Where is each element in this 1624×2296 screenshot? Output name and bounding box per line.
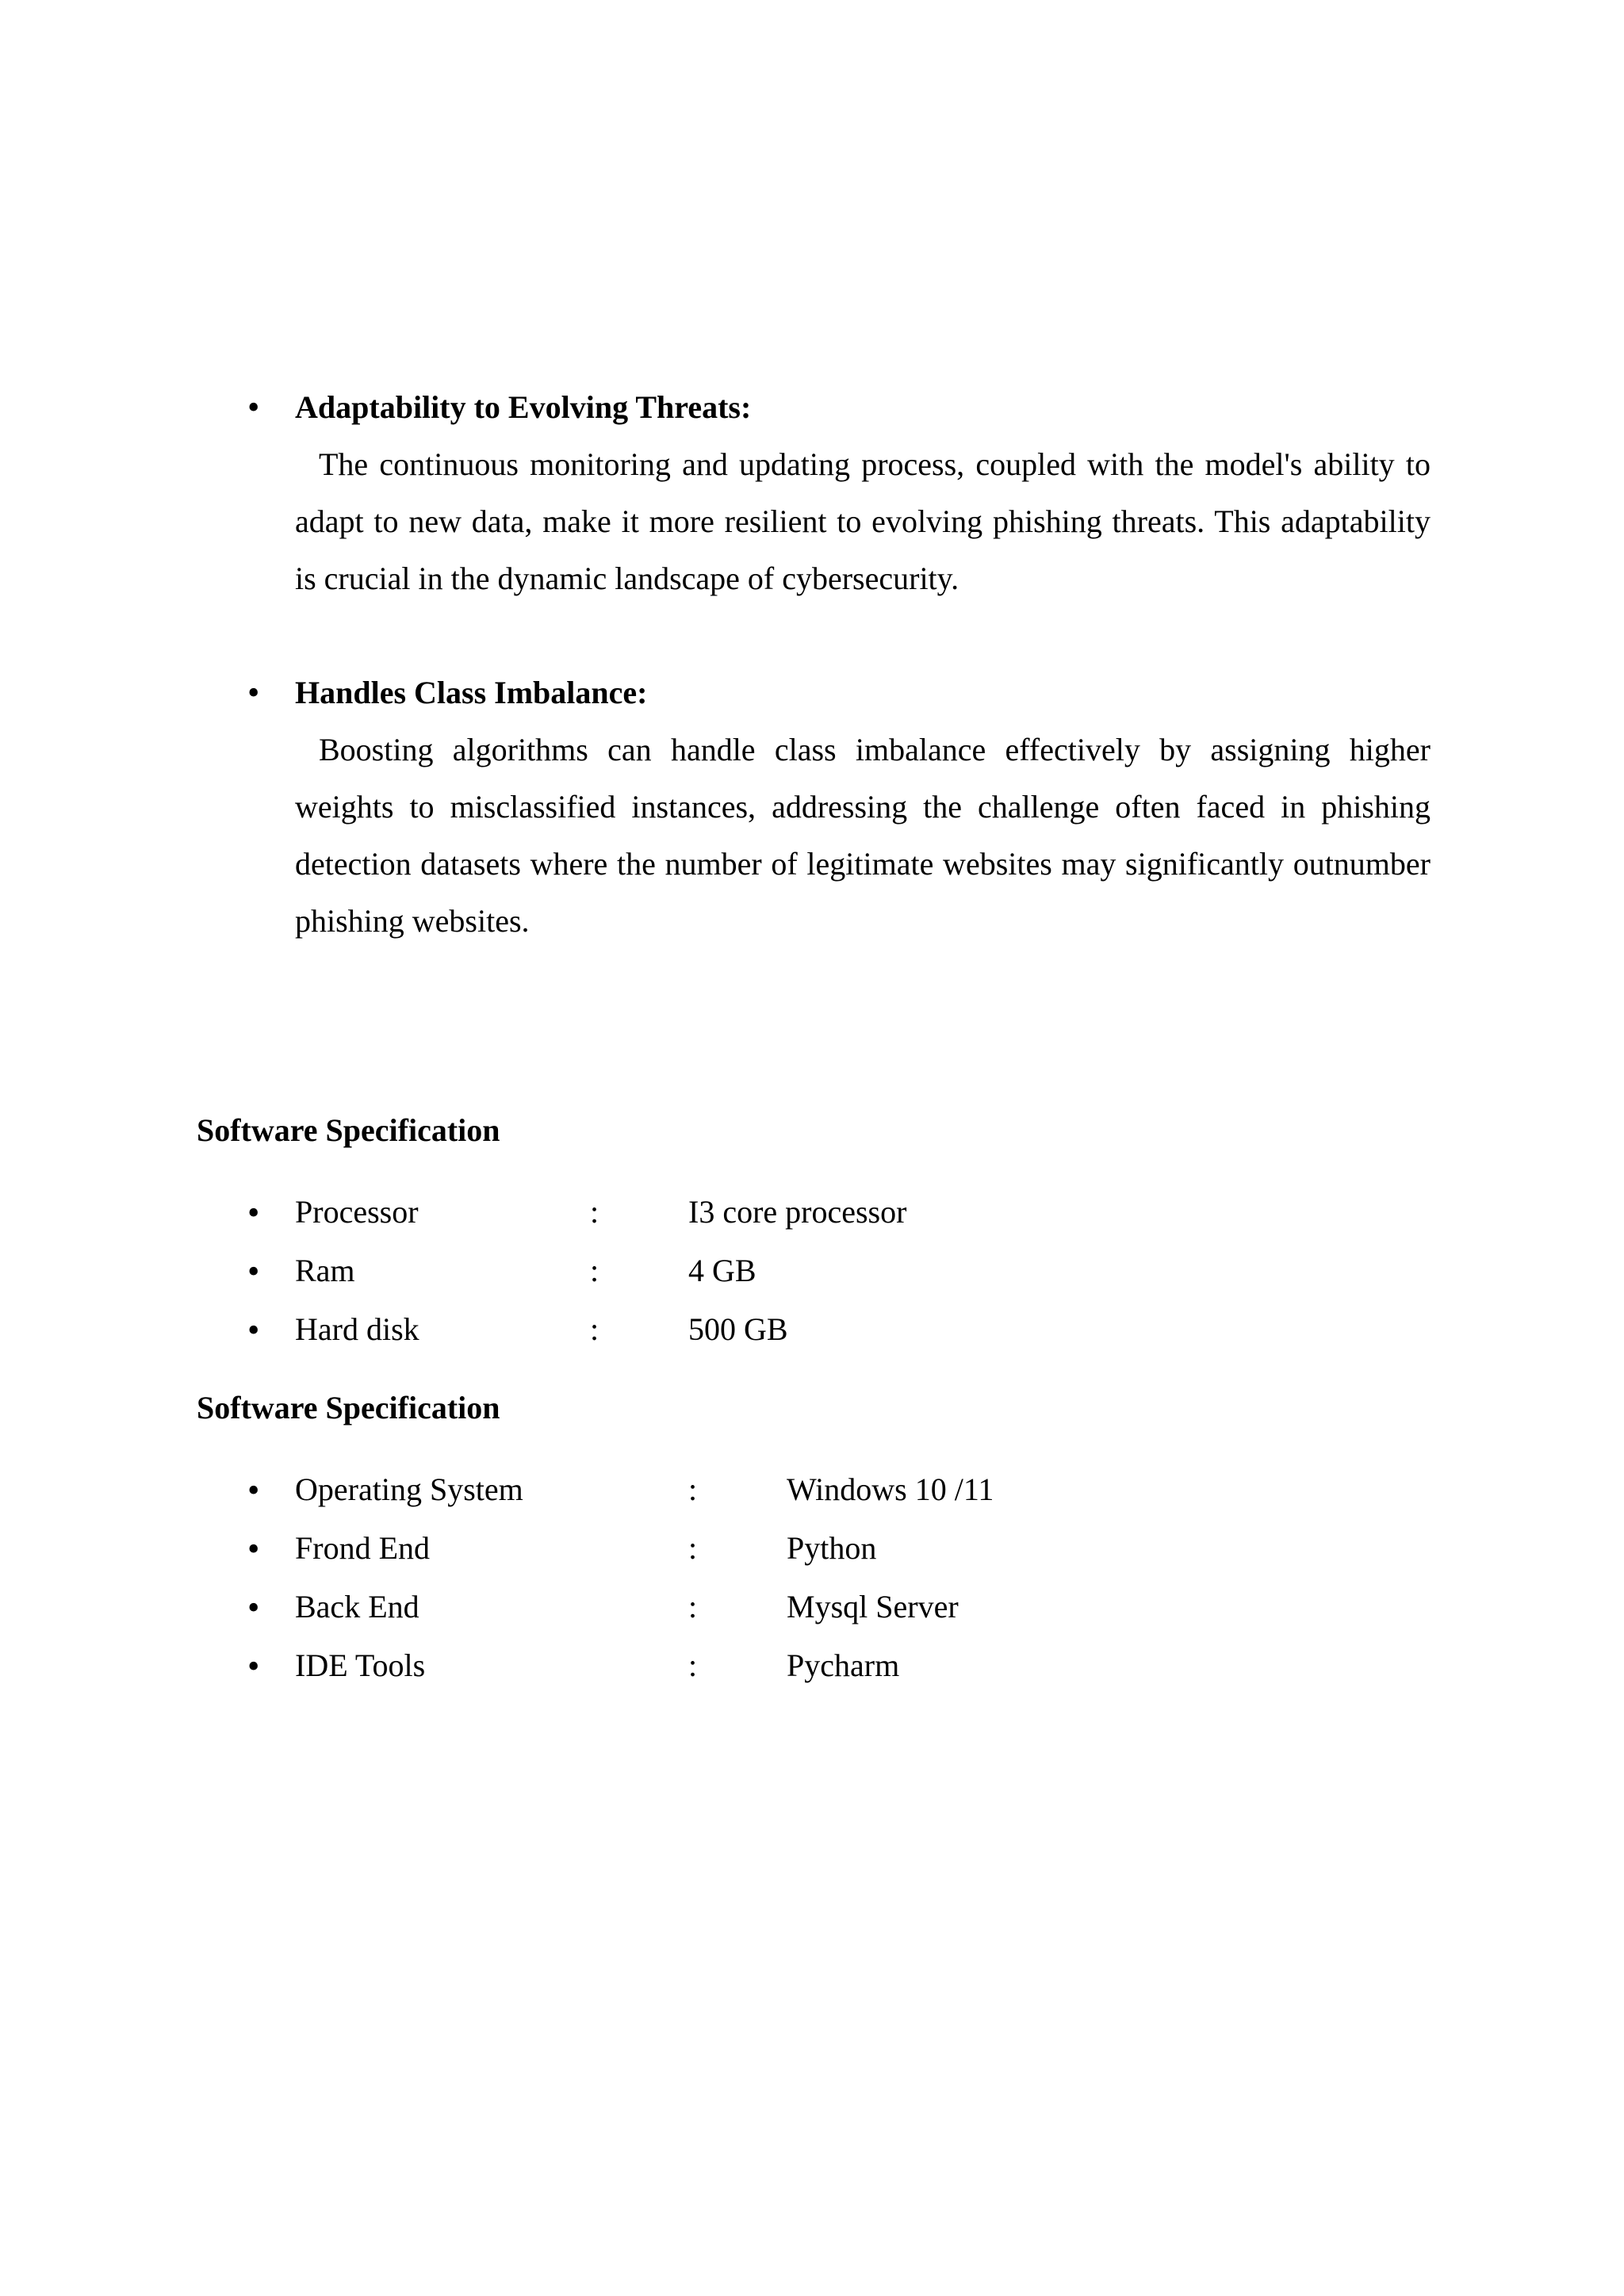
spec-label: Processor (295, 1194, 419, 1230)
spec-label: Hard disk (295, 1311, 419, 1347)
spec-value: 4 GB (688, 1253, 756, 1288)
bullet-icon: • (247, 1252, 260, 1291)
bullet-icon: • (247, 388, 260, 427)
spec-row-ram (0, 1251, 1624, 1299)
spec-value: Mysql Server (787, 1589, 959, 1624)
bullet-icon: • (247, 1529, 260, 1568)
bullet-icon: • (247, 1471, 260, 1510)
section-heading-adaptability: Adaptability to Evolving Threats: (295, 389, 752, 425)
spec-row-operating-system (0, 1470, 1624, 1517)
spec-value: Windows 10 /11 (787, 1471, 994, 1507)
spec-label: Ram (295, 1253, 355, 1288)
spec-row-processor (0, 1192, 1624, 1240)
spec-label: IDE Tools (295, 1647, 426, 1683)
spec-row-back-end (0, 1587, 1624, 1635)
spec-separator: : (688, 1589, 698, 1624)
spec-value: I3 core processor (688, 1194, 907, 1230)
spec-value: Pycharm (787, 1647, 900, 1683)
spec-separator: : (590, 1194, 599, 1230)
spec-label: Operating System (295, 1471, 523, 1507)
spec-row-ide-tools (0, 1646, 1624, 1693)
bullet-icon: • (247, 673, 260, 712)
section-body-class-imbalance: Boosting algorithms can handle class imbalance effectively by assigning higher weights to misclassified instances, addressing the challenge often faced in phishing detection datasets where the number of legitimate websites may significantly outnumber phishing websites. (295, 732, 1431, 939)
bullet-icon: • (247, 1193, 260, 1232)
spec-row-front-end (0, 1529, 1624, 1576)
spec-label: Back End (295, 1589, 419, 1624)
software-spec-title: Software Specification (197, 1390, 500, 1425)
hardware-spec-title: Software Specification (197, 1112, 500, 1148)
spec-row-hard-disk (0, 1310, 1624, 1357)
section-heading-class-imbalance: Handles Class Imbalance: (295, 675, 648, 710)
bullet-icon: • (247, 1588, 260, 1627)
spec-separator: : (590, 1311, 599, 1347)
section-body-adaptability: The continuous monitoring and updating process, coupled with the model's ability to adapt to new data, make it more resilient to evolving phishing threats. This adaptability is crucial in the dynamic landscape of cybersecurity. (295, 446, 1431, 596)
spec-separator: : (688, 1471, 698, 1507)
spec-value: Python (787, 1530, 877, 1566)
spec-value: 500 GB (688, 1311, 788, 1347)
bullet-icon: • (247, 1311, 260, 1349)
spec-separator: : (590, 1253, 599, 1288)
spec-separator: : (688, 1530, 698, 1566)
spec-label: Frond End (295, 1530, 430, 1566)
spec-separator: : (688, 1647, 698, 1683)
bullet-icon: • (247, 1647, 260, 1686)
